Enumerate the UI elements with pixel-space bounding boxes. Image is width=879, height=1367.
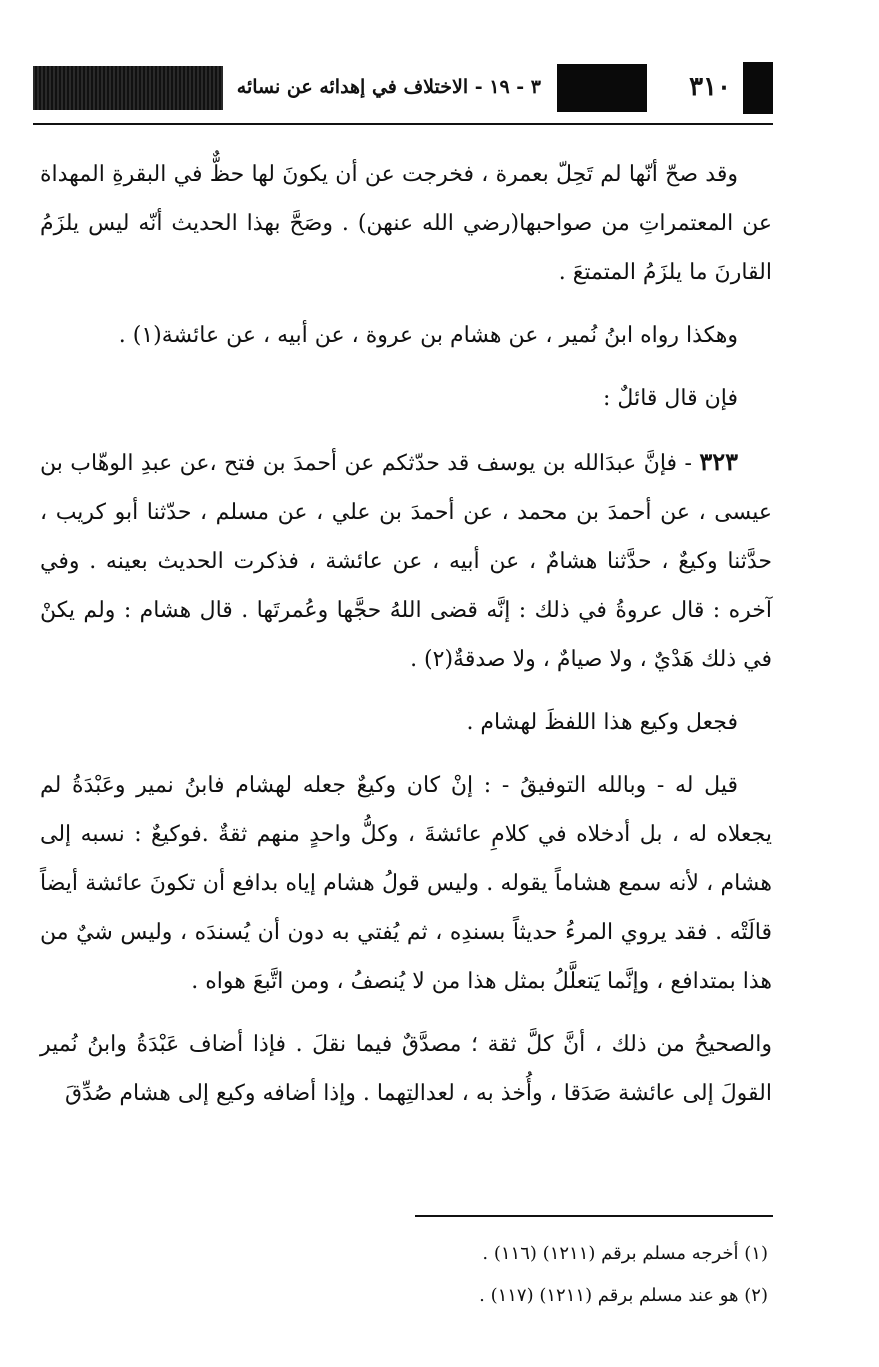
header-black-block-middle bbox=[557, 64, 647, 112]
running-title: ٣ - ١٩ - الاختلاف في إهدائه عن نسائه bbox=[236, 76, 541, 98]
footnote-rule bbox=[415, 1215, 773, 1217]
header-black-block-left bbox=[33, 66, 223, 110]
footnote-2: (٢) هو عند مسلم برقم (١٢١١) (١١٧) . bbox=[479, 1285, 768, 1306]
hadith-number: ٣٢٣ bbox=[699, 447, 738, 476]
header-rule bbox=[33, 123, 773, 125]
paragraph-3: فإن قال قائلٌ : bbox=[603, 386, 738, 411]
header-black-block-right bbox=[743, 62, 773, 114]
paragraph-4 bbox=[40, 437, 772, 684]
paragraph-7: والصحيحُ من ذلك ، أنَّ كلَّ ثقة ؛ مصدَّقٌ فيما نقلَ . فإذا أضاف عَبْدَةُ وابنُ نُمير القولَ إلى عائشة صَدَقا ، وأُخذ به ، لعدالتِهما . وإذا أضافه وكيع إلى هشام صُدِّقَ bbox=[40, 1032, 772, 1106]
paragraph-6: قيل له - وبالله التوفيقُ - : إنْ كان وكيعٌ جعله لهشام فابنُ نمير وعَبْدَةُ لم يجعلاه له ، بل أدخلاه في كلامِ عائشةَ ، وكلُّ واحدٍ منهم ثقةٌ .فوكيعٌ : نسبه إلى هشام ، لأنه سمع هشاماً يقوله . وليس قولُ هشام إياه بدافع أن تكونَ عائشة أيضاً قالَتْه . فقد يروي المرءُ حديثاً بسندِه ، ثم يُفتي به دون أن يُسندَه ، وليس شيٌ من هذا بمتدافع ، وإنَّما يَتعلَّلُ بمثل هذا من لا يُنصفُ ، ومن اتَّبعَ هواه . bbox=[40, 773, 772, 994]
paragraph-1: وقد صحّ أنّها لم تَحِلّ بعمرة ، فخرجت عن أن يكونَ لها حظٌّ في البقرةِ المهداة عن المعتمراتِ من صواحبها(رضي الله عنهن) . وصَحَّ بهذا الحديث أنّه ليس يلزَمُ القارنَ ما يلزَمُ المتمتعَ . bbox=[40, 162, 772, 285]
paragraph-5: فجعل وكيع هذا اللفظَ لهشام . bbox=[466, 710, 738, 735]
paragraph-4-text: - فإنَّ عبدَالله بن يوسف قد حدّثكم عن أحمدَ بن فتح ،عن عبدِ الوهّاب بن عيسى ، عن أحمدَ بن محمد ، عن أحمدَ بن علي ، عن مسلم ، حدّثنا أبو كريب ، حدَّثنا وكيعٌ ، حدَّثنا هشامٌ ، عن أبيه ، عن عائشة ، فذكرت الحديث بعينه . وفي آخره : قال عروةُ في ذلك : إنَّه قضى اللهُ حجَّها وعُمرتَها . قال هشام : ولم يكنْ في ذلك هَدْيٌ ، ولا صيامٌ ، ولا صدقةٌ(٢) . bbox=[40, 451, 772, 672]
page-number: ٣١٠ bbox=[689, 72, 731, 102]
paragraph-2: وهكذا رواه ابنُ نُمير ، عن هشام بن عروة ، عن أبيه ، عن عائشة(١) . bbox=[118, 323, 738, 348]
footnotes bbox=[40, 1233, 768, 1317]
page-header bbox=[33, 62, 773, 124]
main-text bbox=[40, 150, 772, 1118]
footnote-1: (١) أخرجه مسلم برقم (١٢١١) (١١٦) . bbox=[482, 1243, 768, 1264]
